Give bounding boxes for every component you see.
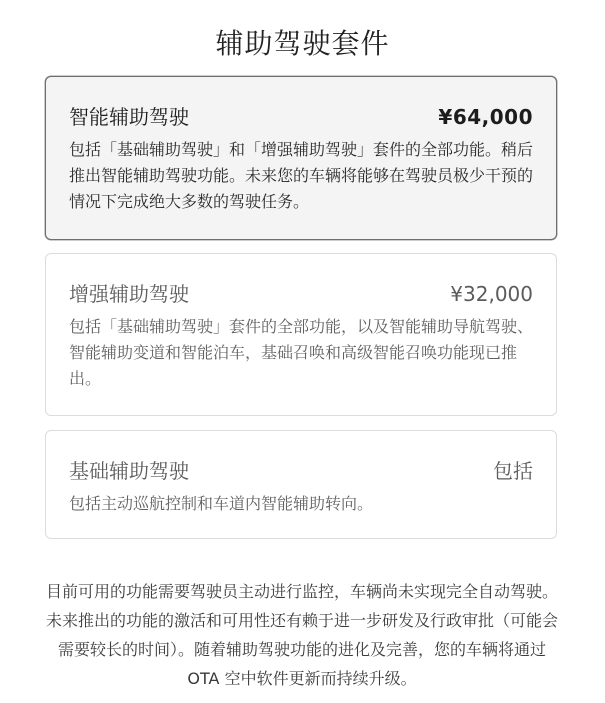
package-card-enhanced[interactable] [45, 253, 557, 416]
package-description: 包括「基础辅助驾驶」和「增强辅助驾驶」套件的全部功能。稍后推出智能辅助驾驶功能。未来您的车辆将能够在驾驶员极少干预的情况下完成绝大多数的驾驶任务。 [69, 140, 534, 211]
package-price: ¥64,000 [438, 105, 533, 129]
package-card-basic[interactable] [45, 430, 557, 539]
disclaimer-text: 目前可用的功能需要驾驶员主动进行监控，车辆尚未实现完全自动驾驶。未来推出的功能的激活和可用性还有赖于进一步研发及行政审批（可能会需要较长的时间）。随着辅助驾驶功能的进化及完善，您的车辆将通过 OTA 空中软件更新而持续升级。 [46, 582, 559, 688]
package-description: 包括「基础辅助驾驶」套件的全部功能，以及智能辅助导航驾驶、智能辅助变道和智能泊车，基础召唤和高级智能召唤功能现已推出。 [69, 317, 534, 388]
package-header [69, 455, 533, 484]
package-description: 包括主动巡航控制和车道内智能辅助转向。 [69, 494, 374, 513]
package-name: 基础辅助驾驶 [69, 459, 189, 483]
package-header [69, 278, 533, 307]
package-price: ¥32,000 [450, 282, 533, 306]
package-name: 增强辅助驾驶 [69, 282, 189, 306]
package-price: 包括 [493, 459, 533, 483]
package-header [69, 101, 533, 130]
package-card-fsd[interactable] [45, 76, 557, 240]
page-title: 辅助驾驶套件 [215, 27, 390, 60]
package-name: 智能辅助驾驶 [69, 105, 189, 129]
